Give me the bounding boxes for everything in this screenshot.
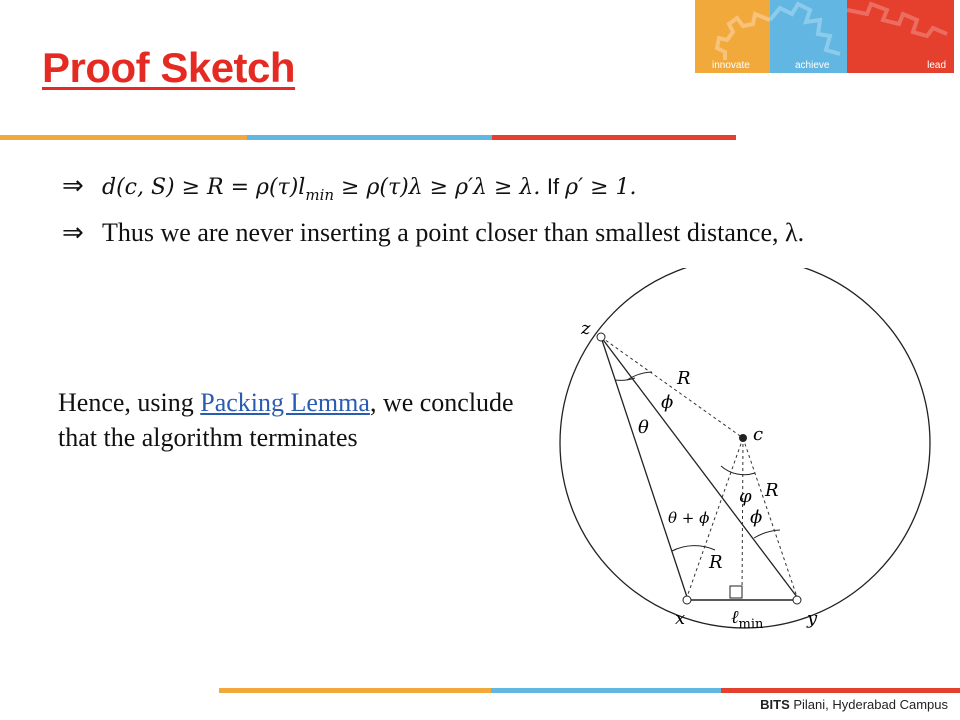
condition-math: ρ′ ≥ 1. [565, 175, 637, 200]
label-y: y [807, 608, 818, 629]
condition-prefix: If [546, 174, 566, 199]
label-R-lower: R [709, 552, 723, 573]
gear-watermark-icon [695, 0, 770, 60]
angle-arc-varphi [721, 466, 755, 475]
bullet-never-closer [62, 216, 822, 249]
label-x: x [675, 608, 686, 629]
bullet-inequality [62, 169, 822, 212]
label-lmin: ℓ$_{min}$ [731, 607, 764, 632]
logo-word-achieve: achieve [795, 60, 830, 71]
perpendicular [742, 438, 743, 597]
label-R-upper: R [677, 368, 691, 389]
point-y [793, 596, 801, 604]
inequality-subscript: min [305, 186, 335, 205]
logo-word-innovate: innovate [712, 60, 750, 71]
conclusion-paragraph [58, 385, 558, 455]
institution-logo [695, 0, 954, 73]
footer-bits: BITS [760, 697, 790, 712]
point-c [739, 434, 747, 442]
slide-title: Proof Sketch [42, 44, 296, 91]
inequality-chain: d(c, S) ≥ R = ρ(τ)l [102, 175, 306, 200]
footer-divider [219, 688, 960, 693]
conclusion-after: , we conclude that the algorithm terminates [58, 388, 514, 452]
label-phi-y: ϕ [750, 507, 763, 528]
circle-geometry-diagram [535, 268, 935, 648]
label-phi-z: ϕ [661, 392, 674, 413]
point-x [683, 596, 691, 604]
packing-lemma-link[interactable]: Packing Lemma [200, 388, 370, 417]
circumcircle [560, 268, 930, 628]
implies-icon: ⇒ [62, 171, 84, 200]
logo-segment-orange [695, 0, 770, 73]
title-divider [0, 135, 736, 140]
inequality-chain-rest: ≥ ρ(τ)λ ≥ ρ′λ ≥ λ. [334, 175, 541, 200]
radius-cz [601, 337, 743, 438]
gear-watermark-icon [847, 0, 954, 60]
footer-campus-text: Pilani, Hyderabad Campus [789, 697, 948, 712]
logo-segment-blue [770, 0, 847, 73]
label-varphi: φ [739, 486, 752, 507]
implies-icon: ⇒ [62, 218, 84, 247]
logo-segment-red [847, 0, 954, 73]
label-theta: θ [638, 417, 649, 438]
label-c: c [753, 424, 764, 445]
right-angle-marker [730, 586, 742, 598]
footer-campus [760, 697, 948, 712]
label-z: z [581, 318, 591, 339]
segment-zy [601, 337, 797, 597]
gear-watermark-icon [770, 0, 847, 60]
conclusion-before: Hence, using [58, 388, 201, 417]
angle-arc-theta-phi [672, 546, 715, 551]
segment-zx [601, 337, 687, 597]
logo-word-lead: lead [927, 60, 946, 71]
label-R-right: R [765, 480, 779, 501]
bullet-text: Thus we are never inserting a point closer than smallest distance, λ. [102, 218, 805, 247]
label-theta-phi: θ + ϕ [668, 509, 710, 527]
point-z [597, 333, 605, 341]
